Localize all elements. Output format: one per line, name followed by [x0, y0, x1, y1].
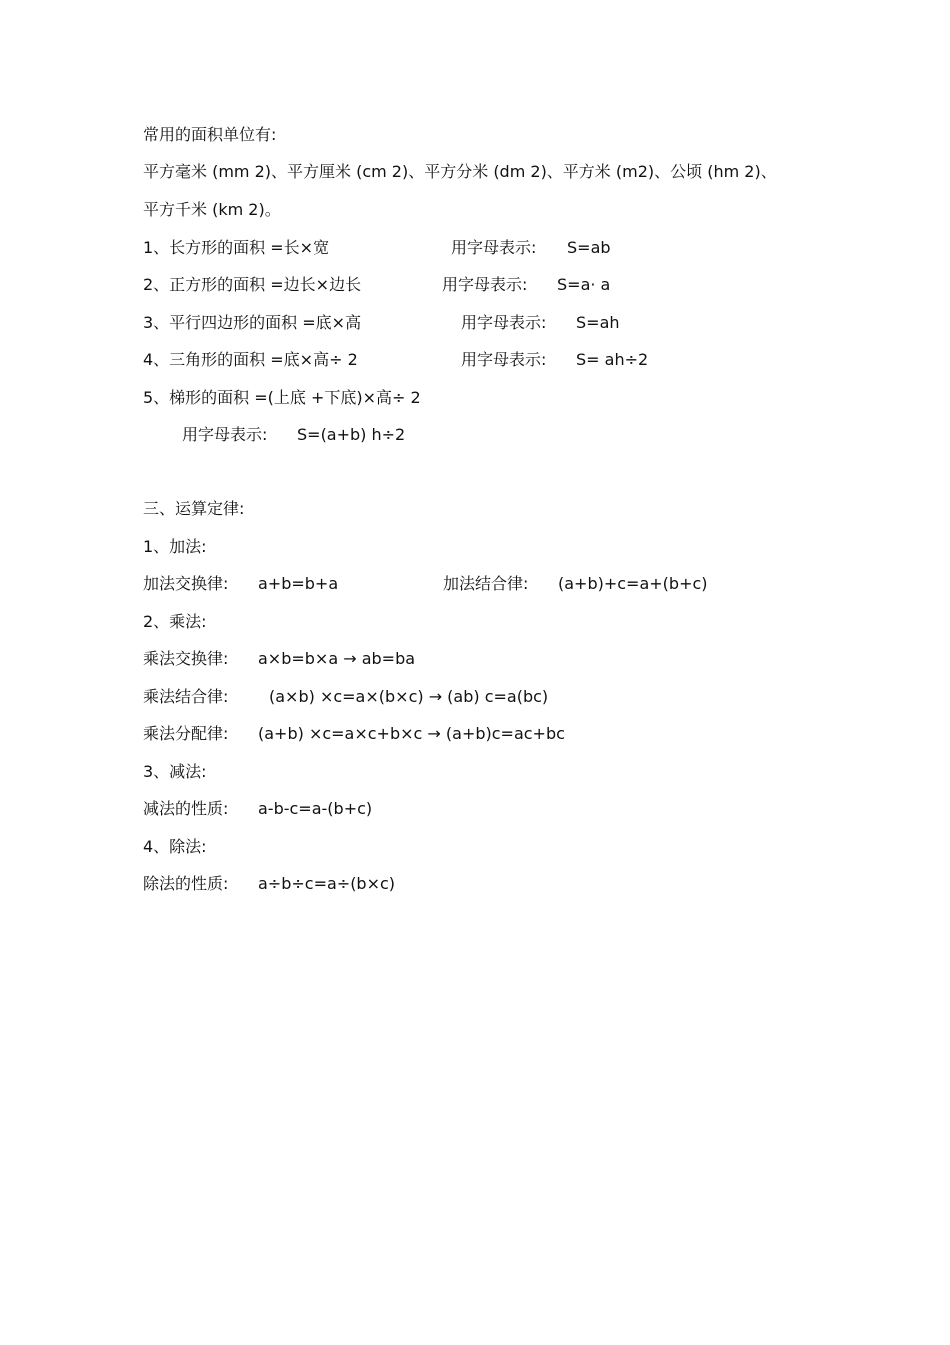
addition-associative-formula: (a+b)+c=a+(b+c) — [558, 574, 708, 593]
multiplication-associative-formula: (a×b) ×c=a×(b×c) → (ab) c=a(bc) — [269, 687, 549, 706]
division-title: 4、除法: — [143, 837, 207, 856]
area-units-heading: 常用的面积单位有: — [143, 125, 277, 144]
addition-title: 1、加法: — [143, 537, 207, 556]
division-property-formula: a÷b÷c=a÷(b×c) — [258, 874, 396, 893]
formula-text: 2、正方形的面积 =边长×边长 — [143, 275, 362, 294]
subtraction-property-formula: a-b-c=a-(b+c) — [258, 799, 373, 818]
laws-heading: 三、运算定律: — [143, 499, 245, 518]
division-property-label: 除法的性质: — [143, 874, 229, 893]
addition-commutative-formula: a+b=b+a — [258, 574, 339, 593]
formula-text: 4、三角形的面积 =底×高÷ 2 — [143, 350, 358, 369]
multiplication-title: 2、乘法: — [143, 612, 207, 631]
multiplication-commutative-formula: a×b=b×a → ab=ba — [258, 649, 416, 668]
area-units-line-2: 平方千米 (km 2)。 — [143, 200, 281, 219]
letter-label: 用字母表示: — [451, 238, 537, 257]
multiplication-commutative-label: 乘法交换律: — [143, 649, 229, 668]
letter-label: 用字母表示: — [442, 275, 528, 294]
letter-formula: S=ab — [567, 238, 611, 257]
formula-trapezoid: 5、梯形的面积 =(上底 +下底)×高÷ 2 — [143, 388, 421, 407]
formula-text: 3、平行四边形的面积 =底×高 — [143, 313, 362, 332]
multiplication-distributive-formula: (a+b) ×c=a×c+b×c → (a+b)c=ac+bc — [258, 724, 565, 743]
letter-formula: S=a· a — [557, 275, 611, 294]
letter-label: 用字母表示: — [461, 350, 547, 369]
letter-formula: S= ah÷2 — [576, 350, 649, 369]
multiplication-distributive-label: 乘法分配律: — [143, 724, 229, 743]
subtraction-property-label: 减法的性质: — [143, 799, 229, 818]
letter-formula: S=ah — [576, 313, 620, 332]
addition-commutative-label: 加法交换律: — [143, 574, 229, 593]
letter-label: 用字母表示: — [182, 425, 268, 444]
formula-text: 1、长方形的面积 =长×宽 — [143, 238, 330, 257]
letter-formula: S=(a+b) h÷2 — [297, 425, 406, 444]
letter-label: 用字母表示: — [461, 313, 547, 332]
addition-associative-label: 加法结合律: — [443, 574, 529, 593]
multiplication-associative-label: 乘法结合律: — [143, 687, 229, 706]
subtraction-title: 3、减法: — [143, 762, 207, 781]
area-units-line-1: 平方毫米 (mm 2)、平方厘米 (cm 2)、平方分米 (dm 2)、平方米 (m2)、公顷 (hm 2)、 — [143, 162, 777, 181]
